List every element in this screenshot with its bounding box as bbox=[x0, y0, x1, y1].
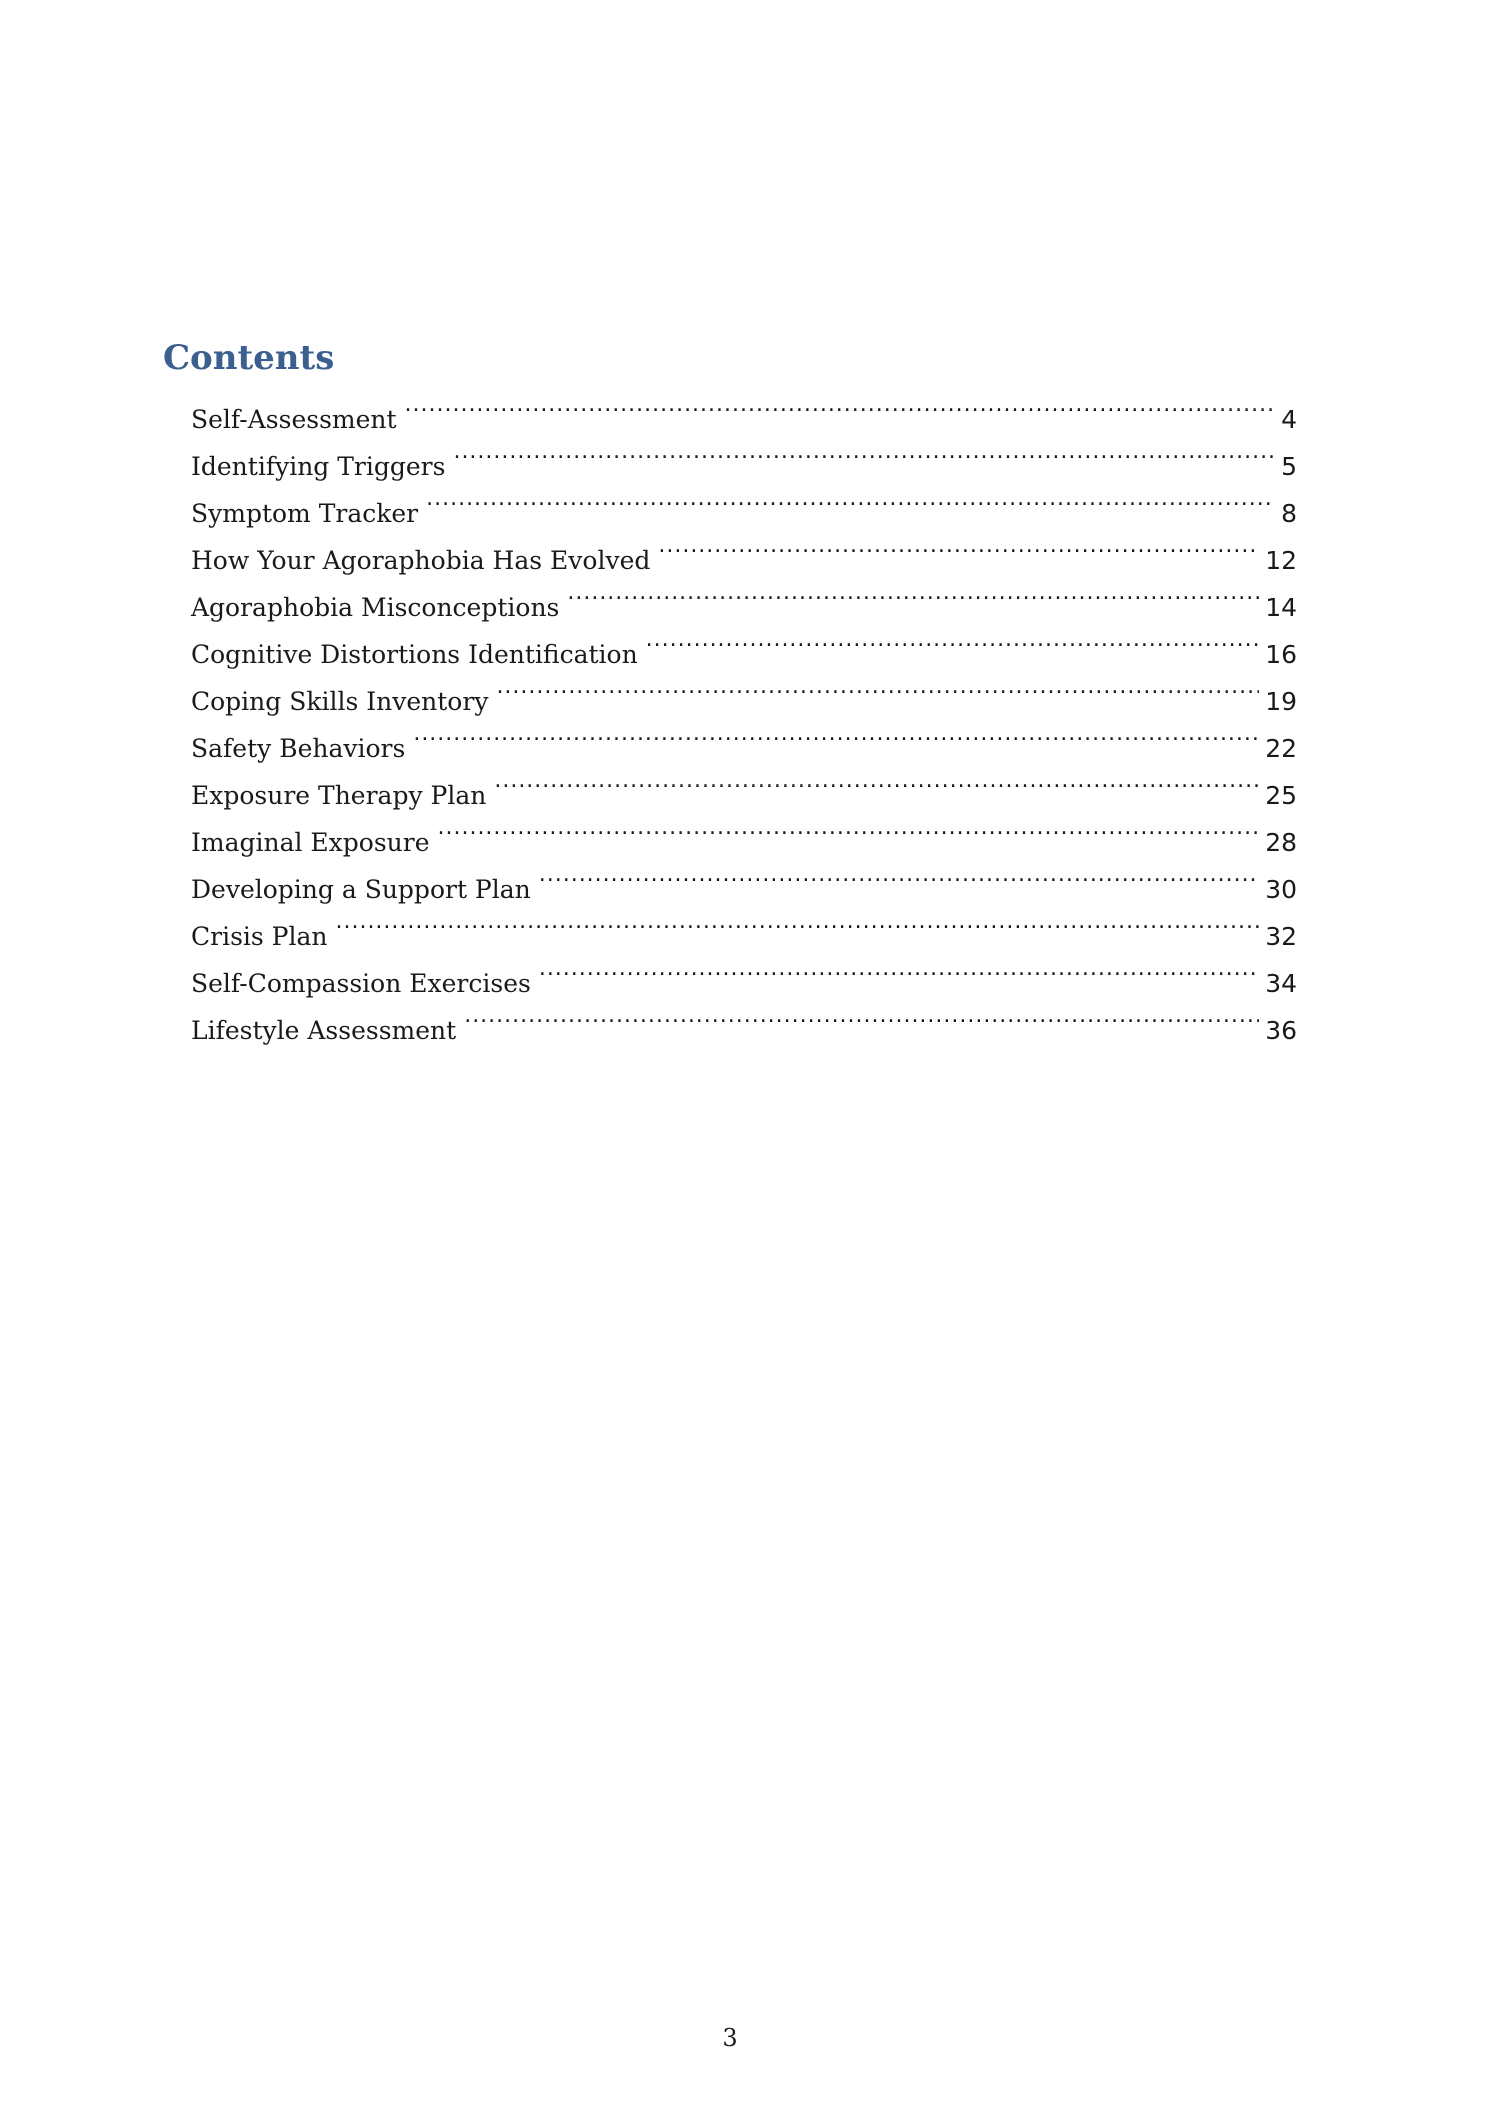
toc-entry-page: 16 bbox=[1265, 640, 1297, 669]
toc-entry-title: Self-Assessment bbox=[191, 405, 397, 434]
toc-entry-title: Crisis Plan bbox=[191, 922, 328, 951]
toc-entry-page: 19 bbox=[1265, 687, 1297, 716]
toc-dot-leader bbox=[567, 569, 1259, 616]
toc-dot-leader bbox=[539, 851, 1259, 898]
toc-dot-leader bbox=[464, 992, 1259, 1039]
toc-entry-self-assessment[interactable] bbox=[191, 381, 1297, 434]
toc-entry-self-compassion[interactable] bbox=[191, 945, 1297, 998]
toc-entry-page: 25 bbox=[1265, 781, 1297, 810]
toc-entry-title: Identifying Triggers bbox=[191, 452, 446, 481]
toc-heading: Contents bbox=[163, 338, 335, 378]
toc-entry-title: Lifestyle Assessment bbox=[191, 1016, 457, 1045]
toc-entry-crisis-plan[interactable] bbox=[191, 898, 1297, 951]
toc-dot-leader bbox=[438, 804, 1260, 851]
toc-dot-leader bbox=[336, 898, 1260, 945]
toc-entry-page: 32 bbox=[1265, 922, 1297, 951]
toc-entry-title: Coping Skills Inventory bbox=[191, 687, 489, 716]
toc-list bbox=[191, 381, 1297, 1045]
toc-entry-title: Exposure Therapy Plan bbox=[191, 781, 487, 810]
toc-dot-leader bbox=[453, 428, 1275, 475]
toc-entry-page: 22 bbox=[1265, 734, 1297, 763]
toc-entry-page: 36 bbox=[1265, 1016, 1297, 1045]
toc-entry-page: 28 bbox=[1265, 828, 1297, 857]
toc-entry-title: Safety Behaviors bbox=[191, 734, 406, 763]
toc-entry-page: 30 bbox=[1265, 875, 1297, 904]
toc-dot-leader bbox=[646, 616, 1260, 663]
toc-entry-page: 8 bbox=[1281, 499, 1297, 528]
toc-entry-title: How Your Agoraphobia Has Evolved bbox=[191, 546, 651, 575]
page-number: 3 bbox=[722, 2024, 738, 2052]
toc-dot-leader bbox=[426, 475, 1275, 522]
toc-dot-leader bbox=[494, 757, 1259, 804]
toc-dot-leader bbox=[539, 945, 1259, 992]
toc-entry-page: 4 bbox=[1281, 405, 1297, 434]
toc-entry-page: 5 bbox=[1281, 452, 1297, 481]
toc-entry-page: 14 bbox=[1265, 593, 1297, 622]
toc-entry-title: Self-Compassion Exercises bbox=[191, 969, 531, 998]
toc-dot-leader bbox=[405, 381, 1276, 428]
toc-entry-title: Cognitive Distortions Identification bbox=[191, 640, 638, 669]
toc-dot-leader bbox=[496, 663, 1259, 710]
toc-dot-leader bbox=[413, 710, 1259, 757]
toc-entry-page: 34 bbox=[1265, 969, 1297, 998]
toc-entry-title: Developing a Support Plan bbox=[191, 875, 531, 904]
toc-dot-leader bbox=[658, 522, 1259, 569]
toc-entry-page: 12 bbox=[1265, 546, 1297, 575]
toc-entry-title: Agoraphobia Misconceptions bbox=[191, 593, 560, 622]
toc-entry-title: Symptom Tracker bbox=[191, 499, 419, 528]
toc-entry-title: Imaginal Exposure bbox=[191, 828, 430, 857]
